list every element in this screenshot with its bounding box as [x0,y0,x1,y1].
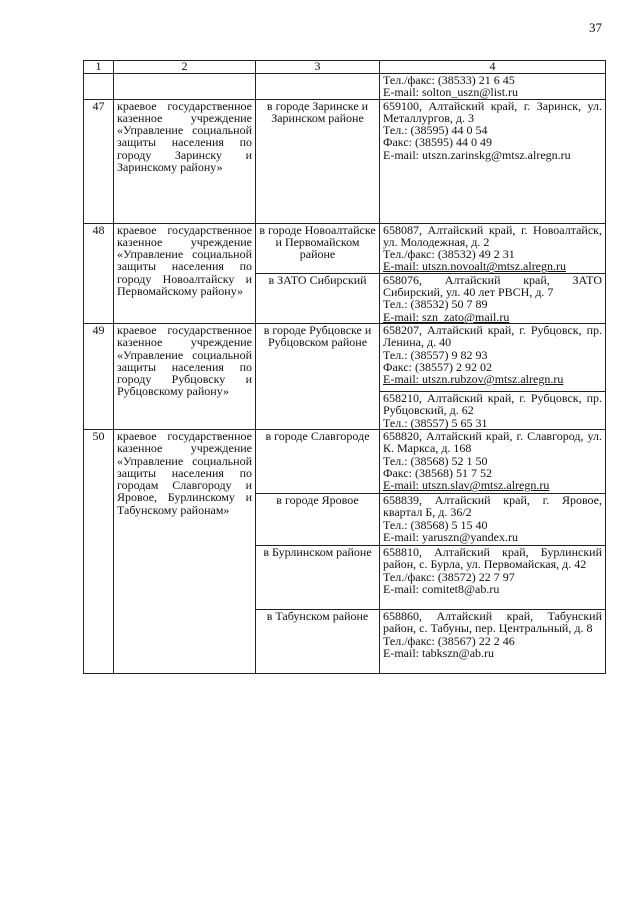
contact-line: Тел.: (38557) 5 65 31 [383,415,488,430]
service-area: в Бурлинском районе [256,545,380,609]
address-cell [380,391,606,429]
email-line: E-mail: szn_zato@mail.ru [383,309,510,324]
row-number: 47 [84,99,114,223]
address-cell [380,99,606,223]
page-number: 37 [589,20,602,35]
address-cell [380,429,606,493]
address-line: 658210, Алтайский край, г. Рубцовск, пр. Рубцовский, д. 62 [383,390,602,418]
address-line: 658810, Алтайский край, Бурлинский район, с. Бурла, ул. Первомайская, д. 42 [383,544,602,572]
service-area: в Табунском районе [256,609,380,673]
organization-name: краевое государственное казенное учреждение «Управление социальной защиты населения по городам Славгороду и Яровое, Бурлинскому и Табунскому районам» [114,429,256,673]
address-line: 658207, Алтайский край, г. Рубцовск, пр. Ленина, д. 40 [383,322,602,350]
organization-name: краевое государственное казенное учреждение «Управление социальной защиты населения по городу Новоалтайску и Первомайскому району» [114,223,256,323]
email-line: E-mail: solton_uszn@list.ru [383,85,519,100]
institutions-table [83,60,606,674]
contact-cell [380,74,606,100]
organization-name: краевое государственное казенное учреждение «Управление социальной защиты населения по городу Рубцовску и Рубцовскому району» [114,323,256,429]
address-cell [380,223,606,273]
service-area: в городе Новоалтайске и Первомайском районе [256,223,380,273]
address-line: 659100, Алтайский край, г. Заринск, ул. Металлургов, д. 3 [383,98,602,125]
contact-line: Тел./факс: (38533) 21 6 45 [383,73,515,87]
column-header: 1 [84,61,114,74]
address-cell [380,493,606,545]
table-row [84,429,606,493]
address-cell [380,609,606,673]
email-line: E-mail: utszn.rubzov@mtsz.alregn.ru [383,372,564,387]
address-line: 658076, Алтайский край, ЗАТО Сибирский, ул. 40 лет РВСН, д. 7 [383,272,602,300]
service-area: в городе Славгороде [256,429,380,493]
row-number: 49 [84,323,114,429]
table-row [84,74,606,100]
row-number: 50 [84,429,114,673]
contact-line: Тел./факс: (38567) 22 2 46 [383,633,515,648]
service-area: в городе Заринске и Заринском районе [256,99,380,223]
service-area: в городе Яровое [256,493,380,545]
service-area: в ЗАТО Сибирский [256,273,380,323]
address-cell [380,323,606,391]
contact-line: Факс: (38568) 51 7 52 [383,465,492,480]
contact-line: Факс: (38595) 44 0 49 [383,135,492,150]
address-line: 658839, Алтайский край, г. Яровое, квартал Б, д. 36/2 [383,492,602,520]
address-line: 658087, Алтайский край, г. Новоалтайск, ул. Молодежная, д. 2 [383,222,602,249]
address-line: 658820, Алтайский край, г. Славгород, ул. К. Маркса, д. 168 [383,428,602,456]
row-number: 48 [84,223,114,323]
contact-line: Тел.: (38557) 9 82 93 [383,347,488,362]
contact-line: Тел.: (38568) 5 15 40 [383,517,488,532]
table-row [84,99,606,223]
table-row [84,323,606,391]
address-cell [380,273,606,323]
email-line: E-mail: utszn.novoalt@mtsz.alregn.ru [383,259,567,274]
contact-line: Тел./факс: (38532) 49 2 31 [383,247,515,262]
column-header: 3 [256,61,380,74]
table-header-row [84,61,606,74]
email-line: E-mail: yaruszn@yandex.ru [383,529,519,544]
contact-line: Тел.: (38595) 44 0 54 [383,123,488,138]
contact-line: Тел./факс: (38572) 22 7 97 [383,569,515,584]
table-row [84,223,606,273]
contact-line: Тел.: (38532) 50 7 89 [383,297,488,312]
organization-name: краевое государственное казенное учреждение «Управление социальной защиты населения по городу Заринску и Заринскому району» [114,99,256,223]
column-header: 2 [114,61,256,74]
address-cell [380,545,606,609]
email-line: E-mail: utszn.zarinskg@mtsz.alregn.ru [383,147,571,162]
email-line: E-mail: utszn.slav@mtsz.alregn.ru [383,478,550,493]
email-line: E-mail: tabkszn@ab.ru [383,645,495,660]
service-area: в городе Рубцовске и Рубцовском районе [256,323,380,429]
address-line: 658860, Алтайский край, Табунский район, с. Табуны, пер. Центральный, д. 8 [383,608,602,636]
contact-line: Тел.: (38568) 52 1 50 [383,453,488,468]
email-line: E-mail: comitet8@ab.ru [383,581,500,596]
column-header: 4 [380,61,606,74]
contact-line: Факс: (38557) 2 92 02 [383,359,492,374]
